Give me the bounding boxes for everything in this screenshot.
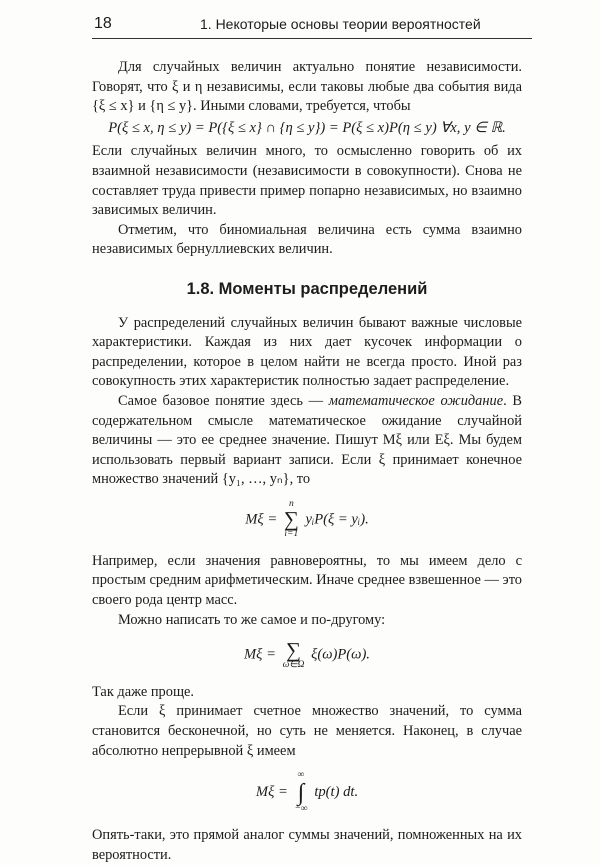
paragraph-expectation bbox=[92, 392, 522, 490]
paragraph-example: Например, если значения равновероятны, то мы имеем дело с простым средним арифметическим. Иначе среднее взвешенное — это своего рода центр масс. bbox=[92, 552, 522, 609]
eq3-rhs: ξ(ω)P(ω). bbox=[311, 646, 370, 663]
paragraph-independence: Для случайных величин актуально понятие независимости. Говорят, что ξ и η независимы, если таковы любые два события вида {ξ ≤ x} и {η ≤ y}. Иными словами, требуется, чтобы bbox=[92, 59, 522, 115]
sum-operator-omega bbox=[283, 640, 305, 671]
eq4-rhs: tp(t) dt. bbox=[314, 783, 359, 800]
running-head bbox=[92, 12, 532, 39]
sum-sign: ∑ bbox=[283, 507, 299, 532]
sum-operator bbox=[284, 500, 299, 540]
paragraph-characteristics: У распределений случайных величин бывают важные числовые характеристики. Каждая из них дает кусочек информации о распределении, которое в целом найти не всегда просто. Иной раз совокупность этих характеристик полностью задает распределение. bbox=[92, 314, 522, 390]
formula-independence: P(ξ ≤ x, η ≤ y) = P({ξ ≤ x} ∩ {η ≤ y}) = P(ξ ≤ x)P(η ≤ y) ∀x, y ∈ ℝ. bbox=[108, 119, 506, 136]
sum-lower-limit: i=1 bbox=[284, 529, 299, 540]
paragraph-expectation-start: Самое базовое понятие здесь — bbox=[118, 392, 329, 409]
eq2-lhs: Mξ = bbox=[245, 511, 278, 528]
section-title: 1.8. Моменты распределений bbox=[186, 279, 428, 298]
integral-lower-limit: −∞ bbox=[294, 803, 308, 814]
paragraph-binomial: Отметим, что биномиальная величина есть сумма взаимно независимых бернуллиевских величин. bbox=[92, 221, 522, 258]
term-expectation: математическое ожидание bbox=[328, 392, 504, 409]
paragraph-mutual-independence: Если случайных величин много, то осмысленно говорить об их взаимной независимости (независимости в совокупности). Снова не составляет труда привести пример попарно независимых, но взаимно зависимых величин. bbox=[92, 143, 522, 219]
sum-lower-limit-omega: ω∈Ω bbox=[282, 660, 305, 671]
integral-operator bbox=[294, 771, 307, 814]
paragraph-simpler: Так даже проще. bbox=[92, 683, 195, 700]
integral-upper-limit: ∞ bbox=[297, 770, 305, 781]
formula-expectation-finite bbox=[92, 500, 522, 540]
sum-upper-limit: n bbox=[288, 498, 294, 509]
paragraph-countable: Если ξ принимает счетное множество значений, то сумма становится бесконечной, но суть не меняется. Наконец, в случае абсолютно непрерывной ξ имеем bbox=[92, 703, 522, 759]
eq4-lhs: Mξ = bbox=[255, 783, 288, 800]
page-number: 18 bbox=[94, 15, 112, 32]
integral-sign: ∫ bbox=[297, 779, 305, 806]
page-body bbox=[92, 58, 522, 865]
paragraph-expectation-rest: . В содержательном смысле математическое ожидание случайной величины — это ее среднее значение. Пишут Mξ или Eξ. Мы будем использовать первый вариант записи. Если ξ принимает конечное множество значений {y₁, …, yₙ}, то bbox=[92, 392, 522, 488]
running-title: 1. Некоторые основы теории вероятностей bbox=[200, 16, 481, 32]
eq3-lhs: Mξ = bbox=[244, 646, 276, 663]
formula-expectation-continuous bbox=[92, 771, 522, 814]
formula-expectation-omega bbox=[92, 640, 522, 671]
paragraph-analog: Опять-таки, это прямой аналог суммы значений, помноженных на их вероятности. bbox=[92, 827, 522, 863]
sum-sign-omega: ∑ bbox=[286, 638, 301, 663]
paragraph-alternative: Можно написать то же самое и по-другому: bbox=[118, 611, 386, 628]
eq2-rhs: yᵢP(ξ = yᵢ). bbox=[305, 511, 369, 528]
